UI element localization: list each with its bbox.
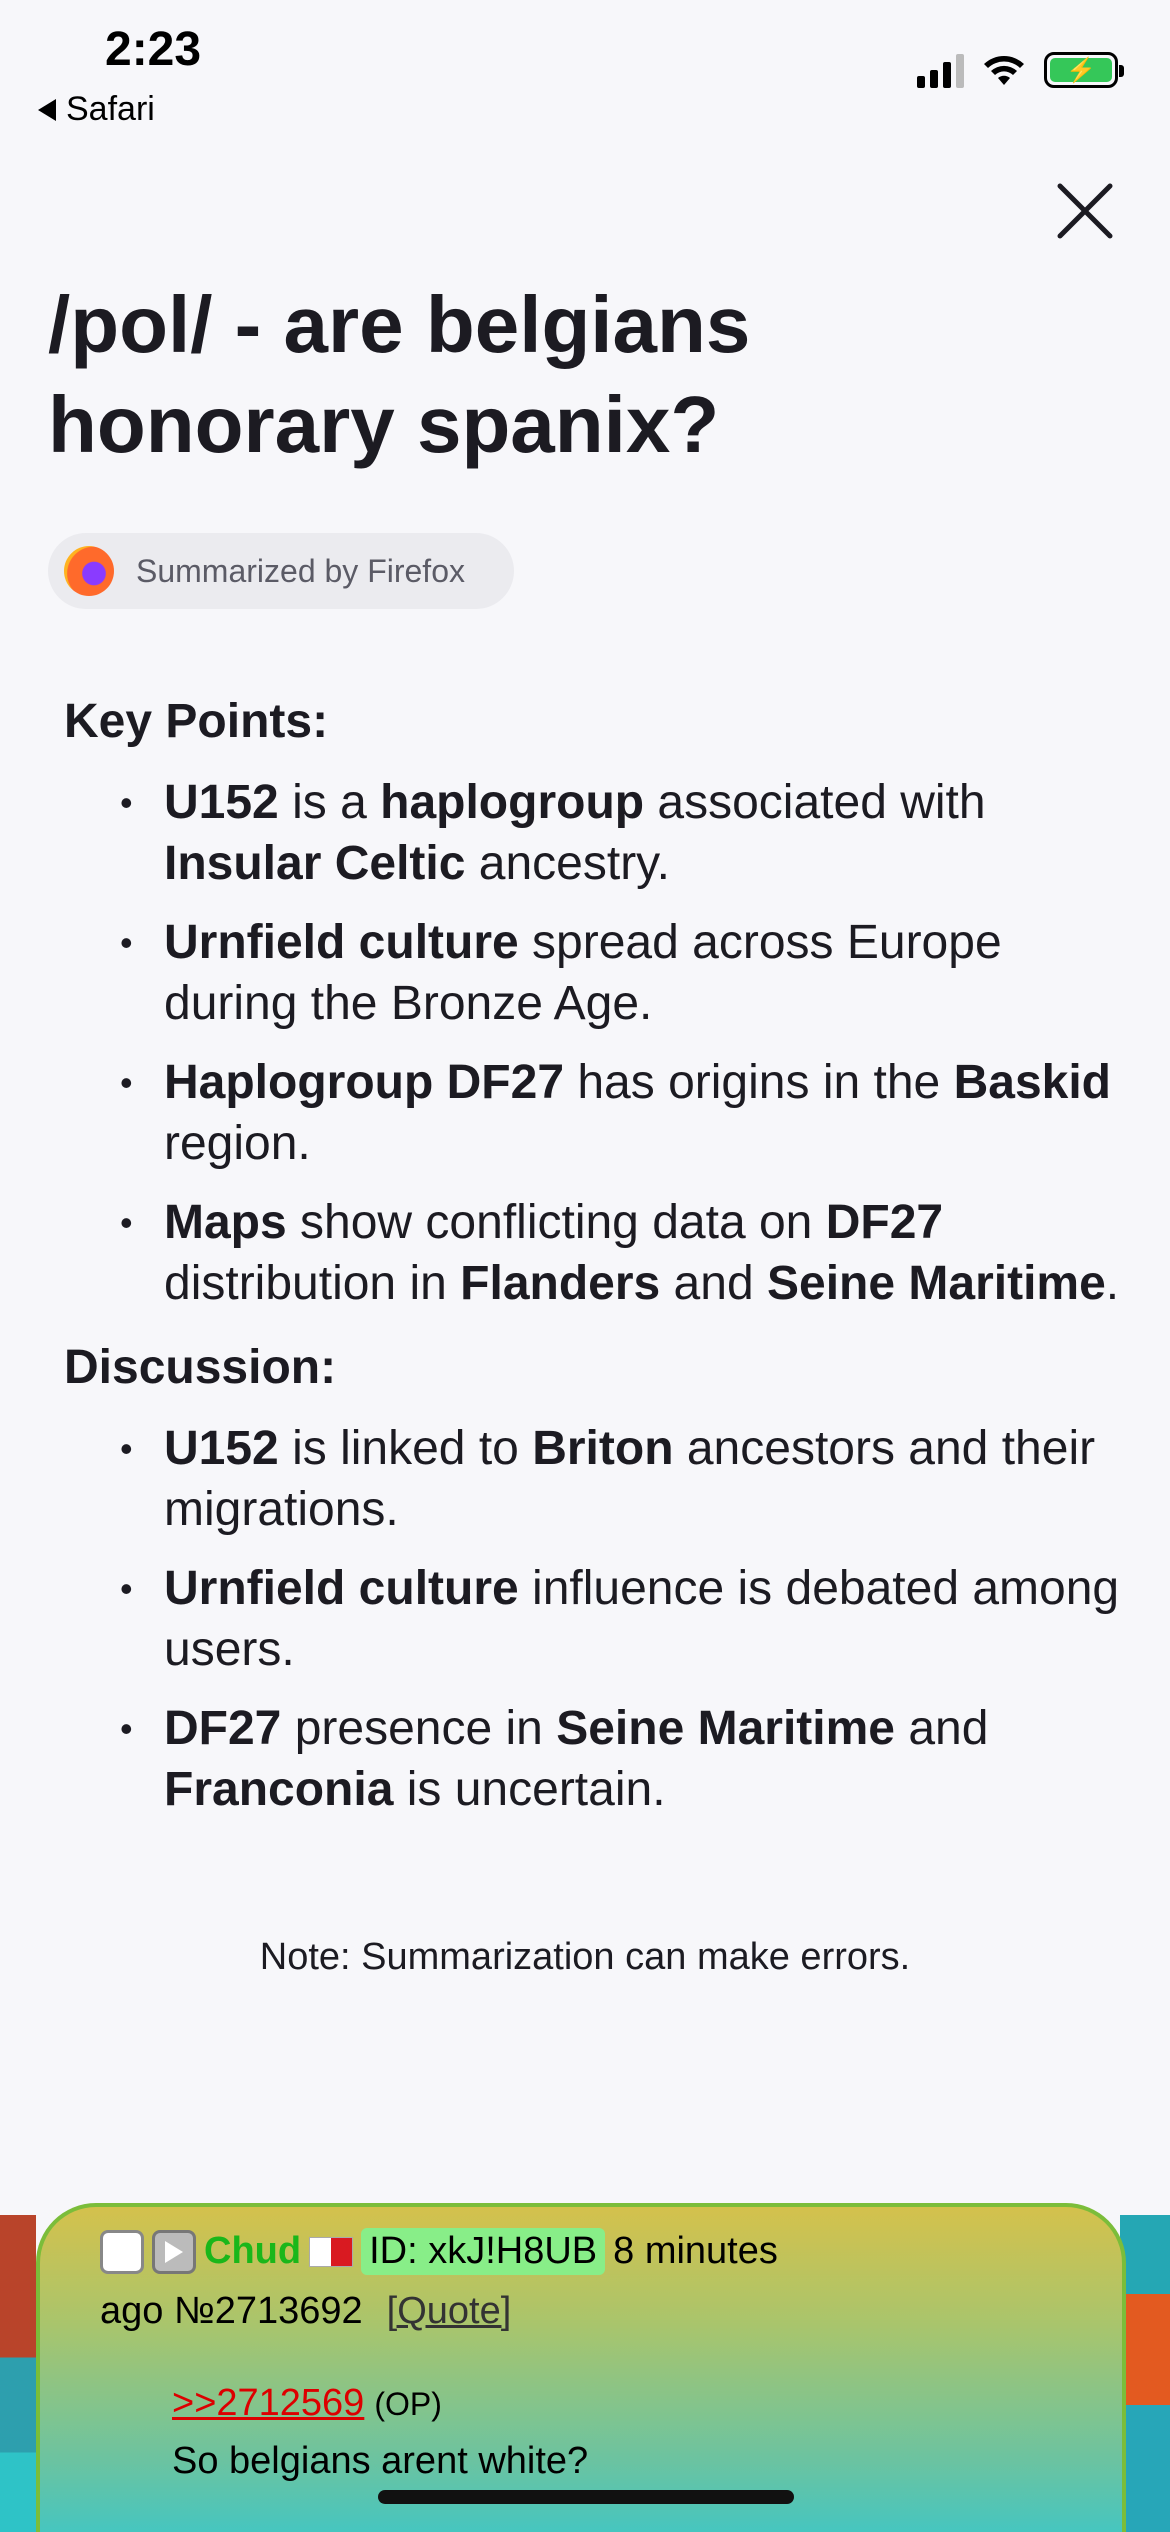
bold-term: U152 xyxy=(164,776,279,829)
bold-term: DF27 xyxy=(825,1196,944,1249)
key-point-item xyxy=(164,912,1124,1034)
post-time-b: ago xyxy=(100,2290,164,2332)
home-indicator[interactable] xyxy=(378,2490,794,2504)
page-title: /pol/ - are belgians honorary spanix? xyxy=(48,280,751,469)
discussion-item xyxy=(164,1558,1124,1680)
bold-term: Seine Maritime xyxy=(766,1257,1106,1310)
badge-label: Summarized by Firefox xyxy=(136,552,465,589)
bold-term: Urnfield culture xyxy=(164,1562,519,1615)
background-image-left xyxy=(0,2215,36,2532)
key-points-list xyxy=(64,772,1124,1314)
wifi-icon xyxy=(982,53,1026,87)
play-icon[interactable] xyxy=(152,2230,196,2274)
point-text: is linked to xyxy=(278,1422,533,1475)
bold-term: Urnfield culture xyxy=(164,916,519,969)
disclaimer-note: Note: Summarization can make errors. xyxy=(259,1936,911,1978)
reply-link[interactable]: >>2712569 xyxy=(172,2382,365,2424)
key-points-heading: Key Points: xyxy=(64,695,329,748)
point-text: and xyxy=(895,1702,989,1755)
post-number[interactable]: №2713692 xyxy=(173,2290,363,2332)
status-time: 2:23 xyxy=(105,23,202,76)
bold-term: Briton xyxy=(532,1422,674,1475)
key-point-item xyxy=(164,772,1124,894)
poster-name: Chud xyxy=(204,2230,302,2272)
key-point-item xyxy=(164,1052,1124,1174)
point-text: region. xyxy=(164,1117,311,1170)
point-text: ancestry. xyxy=(465,837,670,890)
close-icon[interactable] xyxy=(1052,178,1118,244)
point-text: ancestors and their migrations. xyxy=(164,1422,1096,1536)
point-text: distribution in xyxy=(164,1257,461,1310)
point-text: spread across Europe during the Bronze Age. xyxy=(164,916,1002,1030)
point-text: presence in xyxy=(281,1702,557,1755)
back-to-safari[interactable] xyxy=(38,90,155,129)
firefox-logo-icon xyxy=(64,546,114,596)
point-text: influence is debated among users. xyxy=(164,1562,1120,1676)
point-text: has origins in the xyxy=(564,1056,954,1109)
back-label: Safari xyxy=(66,90,155,128)
discussion-item xyxy=(164,1698,1124,1820)
point-text: . xyxy=(1105,1257,1120,1310)
discussion-heading: Discussion: xyxy=(64,1341,337,1394)
point-text: and xyxy=(660,1257,767,1310)
bold-term: Franconia xyxy=(164,1763,394,1816)
malta-flag-icon xyxy=(309,2237,353,2267)
post-time-a: 8 minutes xyxy=(613,2230,778,2272)
bold-term: Insular Celtic xyxy=(164,837,466,890)
discussion-list xyxy=(64,1418,1124,1820)
point-text: is a xyxy=(278,776,381,829)
back-arrow-icon xyxy=(38,99,56,121)
bold-term: Haplogroup DF27 xyxy=(164,1056,565,1109)
post-checkbox[interactable] xyxy=(100,2230,144,2274)
summarized-badge xyxy=(48,533,514,609)
post-header xyxy=(100,2228,778,2275)
post-text: So belgians arent white? xyxy=(172,2440,589,2482)
battery-charging-icon: ⚡ xyxy=(1044,52,1118,88)
key-point-item xyxy=(164,1192,1124,1314)
post-reply-ref xyxy=(172,2382,442,2425)
background-image-right xyxy=(1120,2215,1170,2532)
status-icons xyxy=(917,52,1118,88)
summary-content xyxy=(64,672,1124,1838)
bold-term: Baskid xyxy=(953,1056,1111,1109)
point-text: is uncertain. xyxy=(393,1763,666,1816)
bold-term: U152 xyxy=(164,1422,279,1475)
point-text: show conflicting data on xyxy=(286,1196,826,1249)
quote-link[interactable]: [Quote] xyxy=(386,2290,512,2332)
op-label: (OP) xyxy=(374,2386,442,2422)
bold-term: Flanders xyxy=(460,1257,661,1310)
poster-id[interactable]: ID: xkJ!H8UB xyxy=(361,2228,605,2275)
point-text: associated with xyxy=(644,776,986,829)
bold-term: DF27 xyxy=(164,1702,282,1755)
discussion-item xyxy=(164,1418,1124,1540)
bold-term: Maps xyxy=(164,1196,287,1249)
bold-term: Seine Maritime xyxy=(556,1702,895,1755)
post-meta xyxy=(100,2290,511,2333)
bold-term: haplogroup xyxy=(380,776,645,829)
cellular-signal-icon xyxy=(917,52,964,88)
